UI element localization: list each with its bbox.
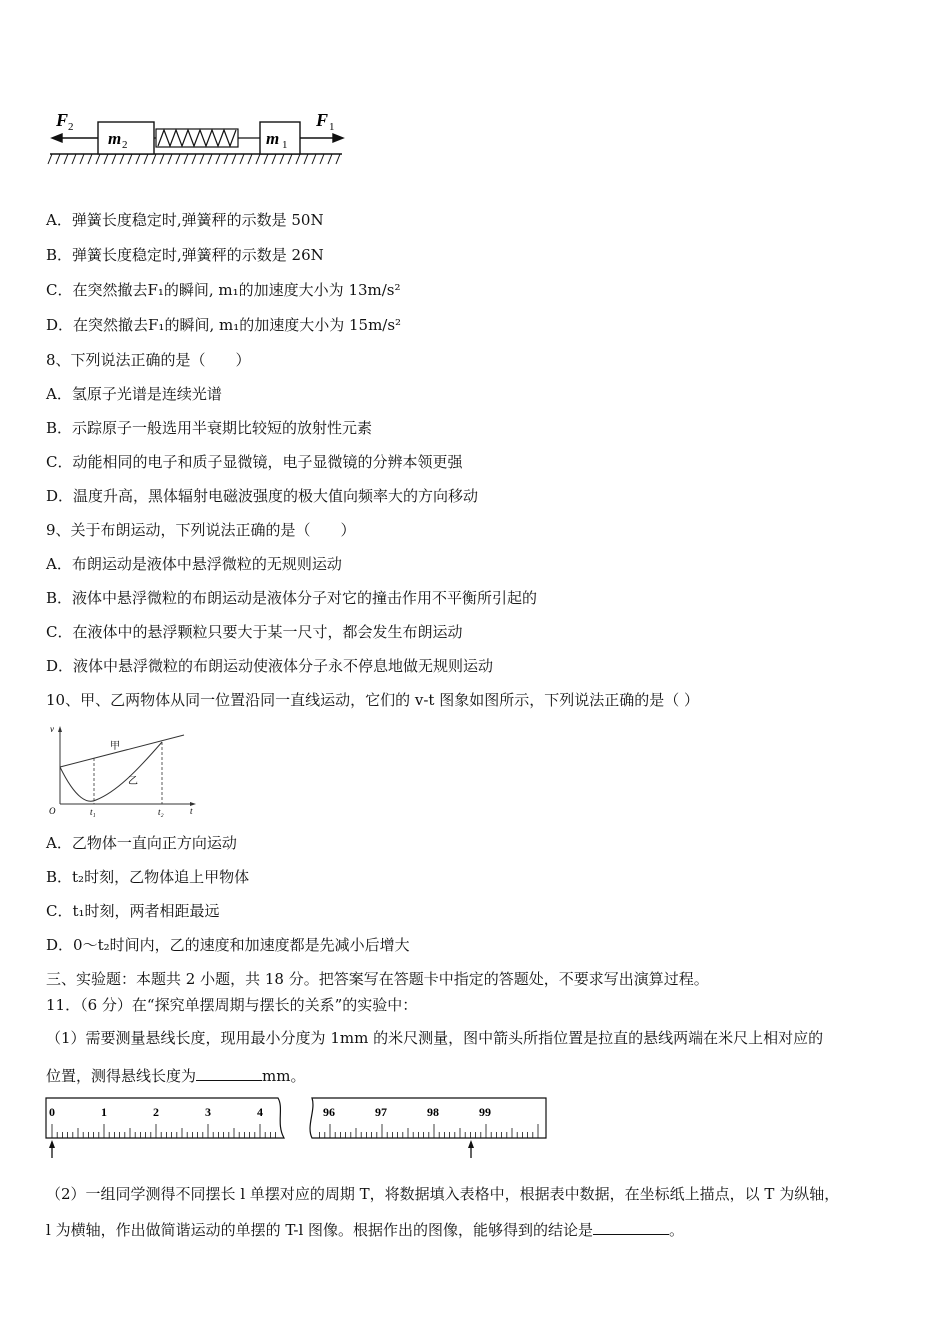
vt-graph <box>46 722 198 818</box>
block-m1-label: m <box>266 129 280 148</box>
force-f1-arrow <box>300 134 343 142</box>
q8-option-d: D．温度升高，黑体辐射电磁波强度的极大值向频率大的方向移动 <box>46 487 479 505</box>
q10-option-d: D．0～t₂时间内，乙的速度和加速度都是先减小后增大 <box>46 936 410 954</box>
ruler-label: 97 <box>375 1105 387 1119</box>
q10-option-c: C．t₁时刻，两者相距最远 <box>46 902 220 920</box>
origin-label: O <box>49 806 56 816</box>
force-f1-label: F <box>316 110 329 130</box>
q10-option-a: A．乙物体一直向正方向运动 <box>46 834 237 852</box>
line-jia <box>60 735 184 767</box>
spring <box>154 129 260 147</box>
ruler-right-segment <box>310 1098 546 1138</box>
answer-blank-length[interactable] <box>196 1066 262 1081</box>
axis-t-label: t <box>190 806 193 816</box>
ground-hatching <box>48 154 340 164</box>
ruler-label: 96 <box>323 1105 335 1119</box>
ruler-label: 2 <box>153 1105 159 1119</box>
spring-blocks-figure <box>46 106 346 172</box>
section3-heading: 三、实验题：本题共 2 小题，共 18 分。把答案写在答题卡中指定的答题处，不要求写出演算过程。 <box>46 970 709 988</box>
q10-stem: 10、甲、乙两物体从同一位置沿同一直线运动，它们的 v-t 图象如图所示，下列说法正确的是（ ） <box>46 691 699 709</box>
q8-stem: 8、下列说法正确的是（ ） <box>46 351 251 369</box>
ruler-label: 98 <box>427 1105 439 1119</box>
q7-option-d: D．在突然撤去F₁的瞬间, m₁的加速度大小为 15m/s² <box>46 316 402 334</box>
ruler-label: 99 <box>479 1105 491 1119</box>
q9-option-a: A．布朗运动是液体中悬浮微粒的无规则运动 <box>46 555 342 573</box>
q9-option-c: C．在液体中的悬浮颗粒只要大于某一尺寸，都会发生布朗运动 <box>46 623 463 641</box>
q11-part1-line2: 位置，测得悬线长度为 mm。 <box>46 1067 306 1085</box>
q9-option-d: D．液体中悬浮微粒的布朗运动使液体分子永不停息地做无规则运动 <box>46 657 494 675</box>
ruler-label: 1 <box>101 1105 107 1119</box>
q7-option-b: B．弹簧长度稳定时,弹簧秤的示数是 26N <box>46 246 324 264</box>
q11-stem: 11．（6 分）在“探究单摆周期与摆长的关系”的实验中： <box>46 996 418 1014</box>
q7-option-c: C．在突然撤去F₁的瞬间, m₁的加速度大小为 13m/s² <box>46 281 401 299</box>
ruler-label: 3 <box>205 1105 211 1119</box>
q9-option-b: B．液体中悬浮微粒的布朗运动是液体分子对它的撞击作用不平衡所引起的 <box>46 589 538 607</box>
svg-text:1: 1 <box>282 139 288 151</box>
svg-text:1: 1 <box>329 121 335 133</box>
q10-option-b: B．t₂时刻，乙物体追上甲物体 <box>46 868 250 886</box>
svg-text:2: 2 <box>68 121 74 133</box>
meter-ruler <box>44 1094 550 1160</box>
answer-blank-conclusion[interactable] <box>593 1220 669 1235</box>
ruler-left-segment <box>46 1098 284 1138</box>
label-jia: 甲 <box>110 741 120 752</box>
q11-part2-line1: （2）一组同学测得不同摆长 l 单摆对应的周期 T，将数据填入表格中，根据表中数据，在坐标纸上描点，以 T 为纵轴， <box>46 1185 840 1203</box>
q8-option-b: B．示踪原子一般选用半衰期比较短的放射性元素 <box>46 419 373 437</box>
pointer-arrow-left <box>49 1140 55 1158</box>
q11-part1-line1: （1）需要测量悬线长度，现用最小分度为 1mm 的米尺测量，图中箭头所指位置是拉直的悬线两端在米尺上相对应的 <box>46 1029 824 1047</box>
q11-part2-line2: l 为横轴，作出做简谐运动的单摆的 T-l 图像。根据作出的图像，能够得到的结论是 。 <box>46 1221 685 1239</box>
label-yi: 乙 <box>128 776 138 787</box>
tick-t2: t₂ <box>158 807 164 817</box>
q9-stem: 9、关于布朗运动，下列说法正确的是（ ） <box>46 521 356 539</box>
q8-option-a: A．氢原子光谱是连续光谱 <box>46 385 222 403</box>
force-f2-label: F <box>56 110 69 130</box>
ruler-label: 4 <box>257 1105 263 1119</box>
q8-option-c: C．动能相同的电子和质子显微镜，电子显微镜的分辨本领更强 <box>46 453 463 471</box>
tick-t1: t₁ <box>90 807 96 817</box>
pointer-arrow-right <box>468 1140 474 1158</box>
axis-v-label: v <box>50 724 54 734</box>
force-f2-arrow <box>52 134 98 142</box>
block-m2-label: m <box>108 129 122 148</box>
q7-option-a: A．弹簧长度稳定时,弹簧秤的示数是 50N <box>46 211 324 229</box>
svg-text:2: 2 <box>122 139 128 151</box>
ruler-label: 0 <box>49 1105 55 1119</box>
